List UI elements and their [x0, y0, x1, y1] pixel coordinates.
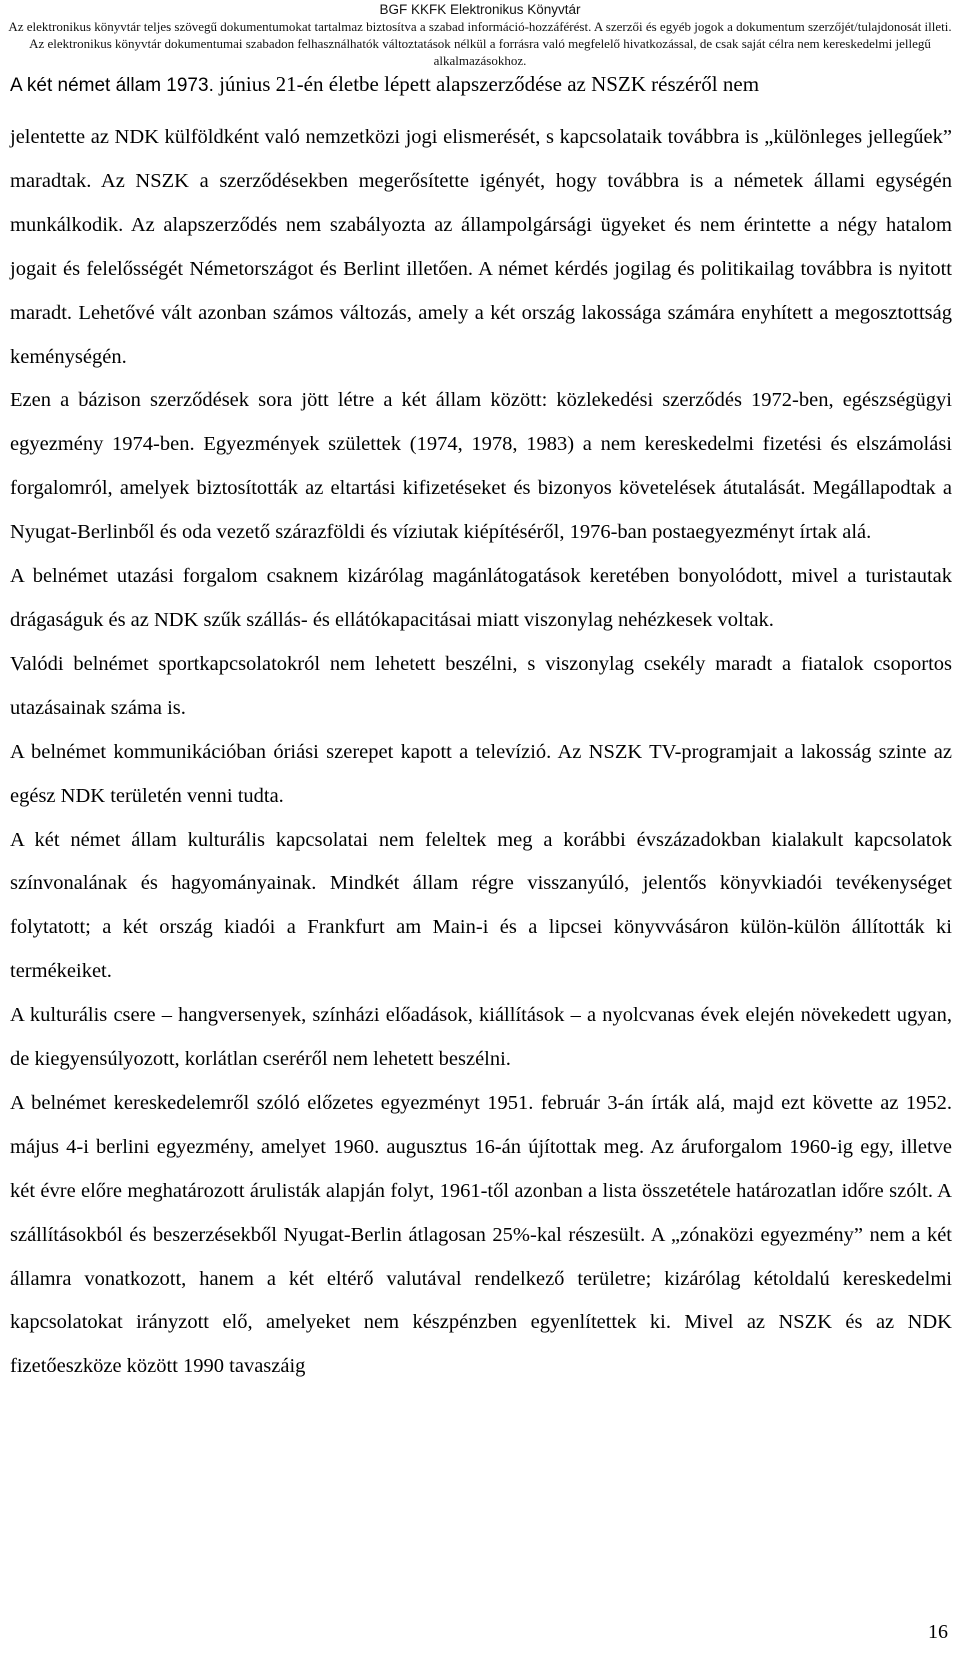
copyright-notice: Az elektronikus könyvtár teljes szövegű dokumentumokat tartalmaz biztosítva a szabad információ-hozzáférést. A szerzői és egyéb jogok a dokumentum szerzőjét/tulajdonosát illeti. Az elektronikus könyvtár dokumentumai szabadon felhasználhatók változtatások nélkül a forrásra való megfelelő hivatkozással, de csak saját célra nem kereskedelmi jellegű alkalmazásokhoz.: [8, 19, 952, 68]
paragraph: A belnémet utazási forgalom csaknem kizárólag magánlátogatások keretében bonyolódott, mivel a turistautak drágaságuk és az NDK szűk szállás- és ellátókapacitásai miatt viszonylag nehézkesek voltak.: [10, 565, 952, 631]
document-header: [0, 0, 960, 69]
paragraph: A belnémet kommunikációban óriási szerepet kapott a televízió. Az NSZK TV-programjait a lakosság szinte az egész NDK területén venni tudta.: [10, 740, 952, 807]
paragraph: A kulturális csere – hangversenyek, színházi előadások, kiállítások – a nyolcvanas évek elején növekedett ugyan, de kiegyensúlyozott, korlátlan cseréről nem lehetett beszélni.: [10, 1004, 952, 1071]
lead-serif-part: június 21-én életbe lépett alapszerződése az NSZK részéről nem: [213, 72, 760, 96]
library-title: BGF KKFK Elektronikus Könyvtár: [379, 2, 581, 17]
paragraph: A belnémet kereskedelemről szóló előzetes egyezményt 1951. február 3-án írták alá, majd ezt követte az 1952. május 4-i berlini egyezmény, amelyet 1960. augusztus 16-án újítottak meg. Az áruforgalom 1960-ig egy, illetve két évre előre meghatározott árulisták alapján folyt, 1961-től azonban a lista összetétele határozatlan időre szólt. A szállításokból és beszerzésekből Nyugat-Berlin átlagosan 25%-kal részesült. A „zónaközi egyezmény” nem a két államra vonatkozott, hanem a két eltérő valutával rendelkező területre; kizárólag kétoldalú kereskedelmi kapcsolatokat irányzott elő, amelyeket nem készpénzben egyenlítettek ki. Mivel az NSZK és az NDK fizetőeszköze között 1990 tavaszáig: [10, 1091, 952, 1378]
paragraph: Ezen a bázison szerződések sora jött létre a két állam között: közlekedési szerződés 1972-ben, egészségügyi egyezmény 1974-ben. Egyezmények születtek (1974, 1978, 1983) a nem kereskedelmi fizetési és elszámolási forgalomról, amelyek biztosították az eltartási kifizetéseket és bizonyos követelések átutalását. Megállapodtak a Nyugat-Berlinből és oda vezető szárazföldi és víziutak kiépítéséről, 1976-ban postaegyezményt írtak alá.: [10, 389, 952, 544]
page-number: 16: [928, 1621, 948, 1643]
paragraph: A két német állam kulturális kapcsolatai nem feleltek meg a korábbi évszázadokban kialakult kapcsolatok színvonalának és hagyományainak. Mindkét állam régre visszanyúló, jelentős könyvkiadói tevékenységet folytatott; a két ország kiadói a Frankfurt am Main-i és a lipcsei könyvvásáron külön-külön állították ki termékeiket.: [10, 828, 952, 983]
lead-sans-part: A két német állam 1973.: [10, 75, 214, 96]
body-text: [10, 116, 952, 1389]
paragraph: jelentette az NDK külföldként való nemzetközi jogi elismerését, s kapcsolataik továbbra is „különleges jellegűek” maradtak. Az NSZK a szerződésekben megerősítette igényét, hogy továbbra is a németek állami egységén munkálkodik. Az alapszerződés nem szabályozta az állampolgársági ügyeket és nem érintette a négy hatalom jogait és felelősségét Németországot és Berlint illetően. A német kérdés jogilag és politikailag továbbra is nyitott maradt. Lehetővé vált azonban számos változás, amely a két ország lakossága számára enyhített a megosztottság keménységén.: [10, 126, 952, 368]
paragraph: Valódi belnémet sportkapcsolatokról nem lehetett beszélni, s viszonylag csekély maradt a fiatalok csoportos utazásainak száma is.: [10, 652, 952, 719]
lead-line: [10, 73, 759, 97]
